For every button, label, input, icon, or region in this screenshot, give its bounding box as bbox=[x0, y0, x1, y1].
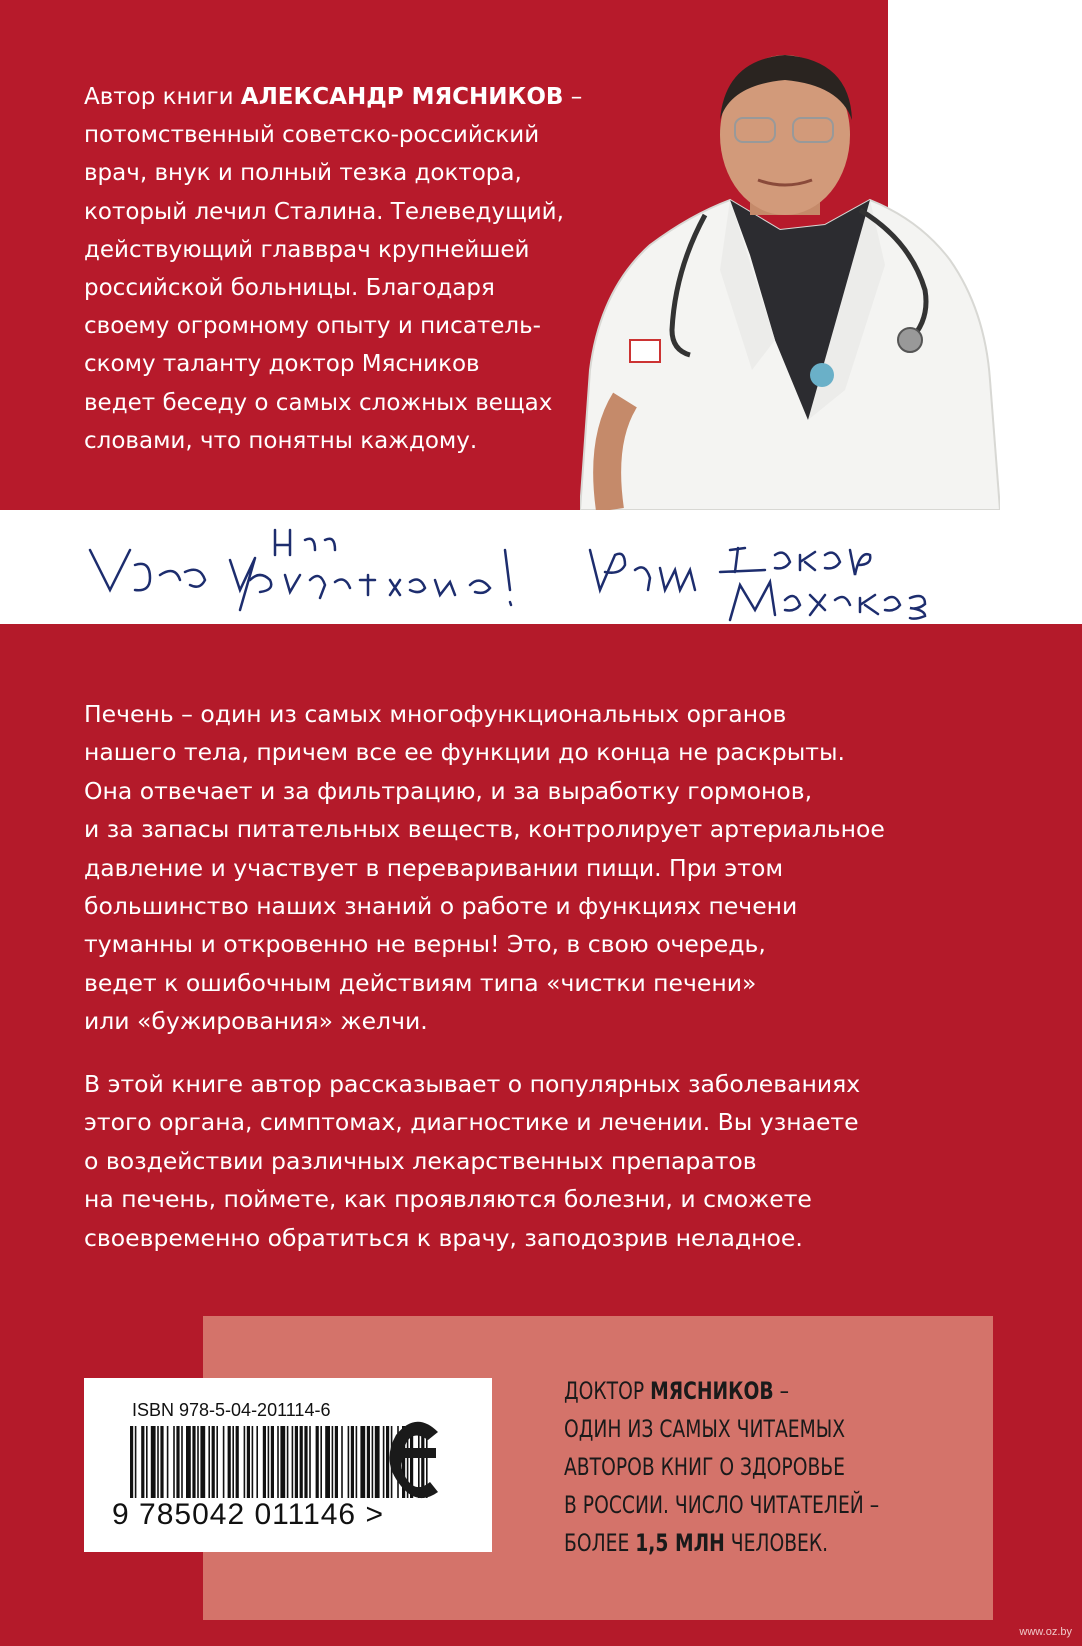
barcode-bar bbox=[167, 1426, 169, 1498]
barcode-bar bbox=[268, 1426, 270, 1498]
barcode-bar bbox=[160, 1426, 163, 1498]
description-paragraph-2 bbox=[84, 1065, 984, 1257]
barcode-bar bbox=[130, 1426, 133, 1498]
author-photo bbox=[580, 40, 1000, 510]
barcode-bar bbox=[277, 1426, 279, 1498]
barcode-bar bbox=[244, 1426, 246, 1498]
barcode-bar bbox=[348, 1426, 350, 1498]
barcode-bar bbox=[228, 1426, 231, 1498]
barcode-bar bbox=[216, 1426, 218, 1498]
barcode-bar bbox=[173, 1426, 175, 1498]
barcode-bar bbox=[151, 1426, 156, 1498]
bio-line: действующий главврач крупнейшей bbox=[84, 236, 530, 263]
barcode-bar bbox=[186, 1426, 191, 1498]
bio-line: который лечил Сталина. Телеведущий, bbox=[84, 198, 564, 225]
author-name: АЛЕКСАНДР МЯСНИКОВ bbox=[240, 84, 564, 110]
barcode-bar bbox=[146, 1426, 148, 1498]
barcode-bar bbox=[192, 1426, 195, 1498]
barcode-bar bbox=[375, 1426, 380, 1498]
bio-line: Автор книги АЛЕКСАНДР МЯСНИКОВ – bbox=[84, 84, 583, 110]
text-line: о воздействии различных лекарственных препаратов bbox=[84, 1146, 757, 1175]
barcode-bar bbox=[280, 1426, 285, 1498]
barcode-bar bbox=[356, 1426, 358, 1498]
handwritten-signature bbox=[0, 510, 1082, 624]
promo-text bbox=[564, 1372, 879, 1562]
bio-line: потомственный советско-российский bbox=[84, 122, 540, 149]
barcode-bar bbox=[157, 1426, 159, 1498]
barcode-bar bbox=[295, 1426, 298, 1498]
barcode-bar bbox=[252, 1426, 254, 1498]
barcode-bar bbox=[335, 1426, 338, 1498]
barcode-bar bbox=[135, 1426, 137, 1498]
promo-line: ОДИН ИЗ САМЫХ ЧИТАЕМЫХ bbox=[564, 1415, 846, 1443]
text-line: этого органа, симптомах, диагностике и лечении. Вы узнаете bbox=[84, 1108, 859, 1137]
barcode-bar bbox=[292, 1426, 294, 1498]
barcode-bar bbox=[325, 1426, 330, 1498]
barcode-bar bbox=[176, 1426, 179, 1498]
barcode-bar bbox=[351, 1426, 354, 1498]
promo-line: В РОССИИ. ЧИСЛО ЧИТАТЕЛЕЙ – bbox=[564, 1491, 880, 1519]
promo-line: ДОКТОР МЯСНИКОВ – bbox=[564, 1377, 789, 1405]
text-line: или «бужирования» желчи. bbox=[84, 1007, 428, 1036]
bio-line: словами, что понятны каждому. bbox=[84, 427, 478, 454]
text-line: своевременно обратиться к врачу, заподозрив неладное. bbox=[84, 1223, 803, 1252]
barcode-bar bbox=[200, 1426, 205, 1498]
barcode-bar bbox=[332, 1426, 334, 1498]
text-line: Печень – один из самых многофункциональных органов bbox=[84, 700, 787, 728]
author-bio bbox=[84, 78, 624, 460]
bio-line: скому таланту доктор Мясников bbox=[84, 351, 480, 378]
barcode-bar bbox=[383, 1426, 385, 1498]
text-line: ведет к ошибочным действиям типа «чистки печени» bbox=[84, 968, 757, 997]
text-line: нашего тела, причем все ее функции до конца не раскрыты. bbox=[84, 738, 845, 767]
barcode-bar bbox=[236, 1426, 239, 1498]
bio-line: своему огромному опыту и писатель- bbox=[84, 313, 541, 340]
barcode-bar bbox=[247, 1426, 250, 1498]
barcode-bar bbox=[141, 1426, 144, 1498]
barcode-bars bbox=[130, 1426, 430, 1498]
promo-line: БОЛЕЕ 1,5 МЛН ЧЕЛОВЕК. bbox=[564, 1529, 829, 1557]
text-line: на печень, поймете, как проявляются болезни, и сможете bbox=[84, 1185, 812, 1214]
barcode-bar bbox=[271, 1426, 274, 1498]
bio-line: российской больницы. Благодаря bbox=[84, 275, 495, 302]
text-line: давление и участвует в переваривании пищи. При этом bbox=[84, 853, 784, 882]
barcode-bar bbox=[316, 1426, 319, 1498]
description-paragraph-1 bbox=[84, 695, 984, 1041]
barcode-bar bbox=[197, 1426, 199, 1498]
barcode-bar bbox=[181, 1426, 183, 1498]
promo-line: АВТОРОВ КНИГ О ЗДОРОВЬЕ bbox=[564, 1453, 845, 1481]
publisher-logo-icon bbox=[386, 1410, 446, 1520]
barcode-bar bbox=[304, 1426, 307, 1498]
bio-line: ведет беседу о самых сложных вещах bbox=[84, 389, 553, 416]
barcode-digits: 9 785042 011146 > bbox=[112, 1498, 384, 1531]
text-line: большинство наших знаний о работе и функциях печени bbox=[84, 892, 798, 921]
text-line: В этой книге автор рассказывает о популярных заболеваниях bbox=[84, 1070, 861, 1098]
barcode-bar bbox=[367, 1426, 370, 1498]
text-line: туманны и откровенно не верны! Это, в свою очередь, bbox=[84, 930, 766, 959]
barcode-bar bbox=[208, 1426, 210, 1498]
barcode-bar bbox=[287, 1426, 289, 1498]
bio-line: врач, внук и полный тезка доктора, bbox=[84, 160, 522, 187]
barcode-bar bbox=[256, 1426, 258, 1498]
watermark: www.oz.by bbox=[1019, 1626, 1072, 1638]
barcode-bar bbox=[300, 1426, 303, 1498]
text-line: и за запасы питательных веществ, контролирует артериальное bbox=[84, 815, 885, 844]
barcode-bar bbox=[320, 1426, 322, 1498]
barcode-bar bbox=[372, 1426, 374, 1498]
barcode-bar bbox=[263, 1426, 266, 1498]
barcode-bar bbox=[232, 1426, 234, 1498]
barcode-bar bbox=[309, 1426, 311, 1498]
promo-author-name: МЯСНИКОВ bbox=[650, 1377, 774, 1405]
barcode-bar bbox=[341, 1426, 343, 1498]
barcode-bar bbox=[223, 1426, 225, 1498]
barcode-bar bbox=[212, 1426, 215, 1498]
isbn-number: ISBN 978-5-04-201114-6 bbox=[132, 1400, 331, 1420]
reader-count: 1,5 МЛН bbox=[635, 1529, 725, 1557]
text-line: Она отвечает и за фильтрацию, и за выработку гормонов, bbox=[84, 776, 813, 805]
barcode-bar bbox=[360, 1426, 365, 1498]
